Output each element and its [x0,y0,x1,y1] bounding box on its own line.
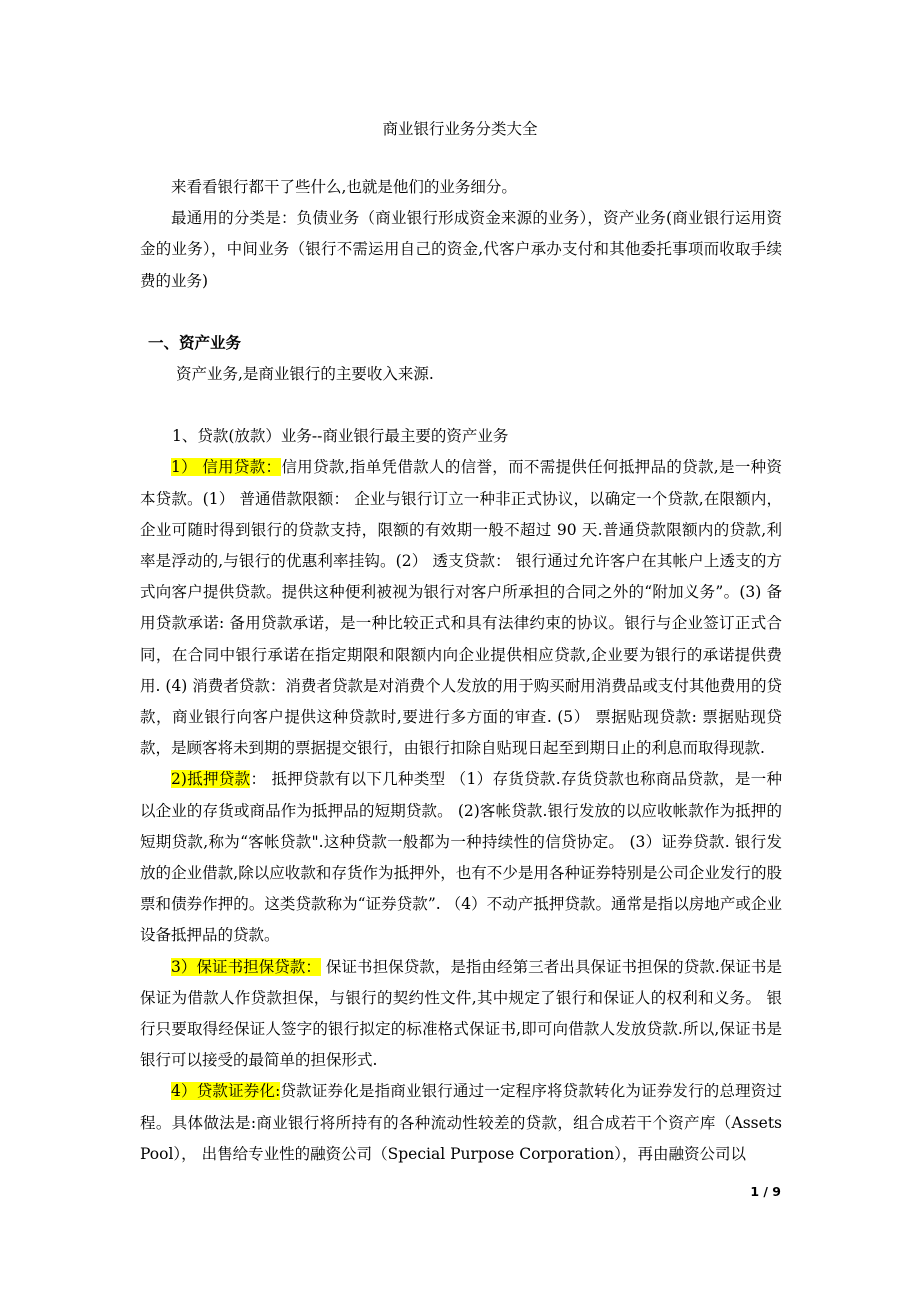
loan-item-text: 信用贷款,指单凭借款人的信誉，而不需提供任何抵押品的贷款,是一种资本贷款。(1） 普通借款限额： 企业与银行订立一种非正式协议，以确定一个贷款,在限额内，企业可随时得到银行的贷款支持，限额的有效期一般不超过 90 天.普通贷款限额内的贷款,利率是浮动的,与银行的优惠利率挂钩。(2） 透支贷款： 银行通过允许客户在其帐户上透支的方式向客户提供贷款。提供这种便利被视为银行对客户所承担的合同之外的“附加义务”。(3) 备用贷款承诺: 备用贷款承诺，是一种比较正式和具有法律约束的协议。银行与企业签订正式合同，在合同中银行承诺在指定期限和限额内向企业提供相应贷款,企业要为银行的承诺提供费用. (4) 消费者贷款：消费者贷款是对消费个人发放的用于购买耐用消费品或支付其他费用的贷款，商业银行向客户提供这种贷款时,要进行多方面的审查. (5） 票据贴现贷款: 票据贴现贷款，是顾客将未到期的票据提交银行，由银行扣除自贴现日起至到期日止的利息而取得现款. [140,458,782,758]
loan-item-4 [140,1076,782,1170]
section-heading: 一、资产业务 [148,333,242,352]
highlighted-label: 1） 信用贷款： [171,458,282,477]
loan-item-text: 保证书担保贷款，是指由经第三者出具保证书担保的贷款.保证书是保证为借款人作贷款担保，与银行的契约性文件,其中规定了银行和保证人的权利和义务。 银行只要取得经保证人签字的银行拟定的标准格式保证书,即可向借款人发放贷款.所以,保证书是银行可以接受的最简单的担保形式. [140,957,782,1070]
highlighted-label: 3）保证书担保贷款： [171,957,321,976]
highlighted-label: 2)抵押贷款 [171,770,251,789]
document-body [140,172,782,1170]
loan-item-3 [140,952,782,1077]
loan-item-1 [140,452,782,764]
loan-item-text: ： 抵押贷款有以下几种类型 （1）存货贷款.存货贷款也称商品贷款，是一种以企业的存货或商品作为抵押品的短期贷款。 (2)客帐贷款.银行发放的以应收帐款作为抵押的短期贷款,称为“客帐贷款".这种贷款一般都为一种持续性的信贷协定。 (3）证券贷款. 银行发放的企业借款,除以应收款和存货作为抵押外，也有不少是用各种证券特别是公司企业发行的股票和债券作押的。这类贷款称为“证券贷款”. （4）不动产抵押贷款。通常是指以房地产或企业设备抵押品的贷款。 [140,770,782,945]
loan-item-text: 贷款证券化是指商业银行通过一定程序将贷款转化为证券发行的总理资过程。具体做法是:商业银行将所持有的各种流动性较差的贷款，组合成若干个资产库（Assets Pool）， 出售给专业性的融资公司（Special Purpose Corporation），再由融资公司以 [140,1082,782,1163]
page-number: 1 / 9 [750,1184,781,1199]
page-title: 商业银行业务分类大全 [382,120,538,138]
highlighted-label: 4）贷款证券化: [171,1082,281,1101]
intro-paragraph-1: 来看看银行都干了些什么,也就是他们的业务细分。 [171,178,517,196]
intro-paragraph-2: 最通用的分类是：负债业务（商业银行形成资金来源的业务），资产业务(商业银行运用资金的业务），中间业务（银行不需运用自己的资金,代客户承办支付和其他委托事项而收取手续费的业务) [140,209,782,290]
loan-item-2 [140,764,782,951]
subsection-heading: 1、贷款(放款）业务--商业银行最主要的资产业务 [172,427,509,446]
section-description: 资产业务,是商业银行的主要收入来源. [176,365,434,384]
